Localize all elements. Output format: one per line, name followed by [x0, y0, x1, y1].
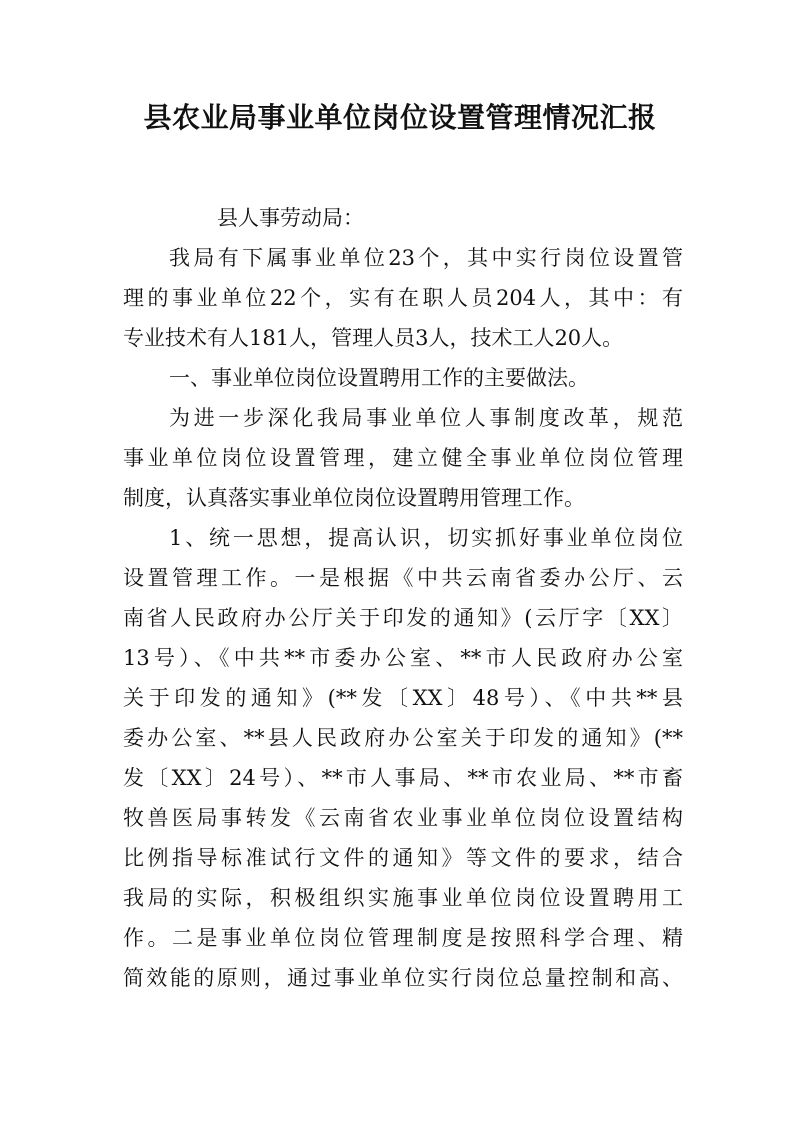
paragraph-line: 简效能的原则，通过事业单位实行岗位总量控制和高、 [123, 966, 683, 990]
paragraph-line: 作。二是事业单位岗位管理制度是按照科学合理、精 [123, 926, 683, 950]
paragraph-line: 13号）、《中共**市委办公室、**市人民政府办公室 [123, 646, 683, 670]
paragraph-line: 牧兽医局事转发《云南省农业事业单位岗位设置结构 [123, 806, 683, 830]
paragraph-line: 理的事业单位22个，实有在职人员204人，其中：有 [123, 286, 683, 310]
document-body [123, 198, 683, 998]
document-title: 县农业局事业单位岗位设置管理情况汇报 [143, 101, 657, 134]
section-heading: 一、事业单位岗位设置聘用工作的主要做法。 [169, 366, 589, 390]
paragraph-line: 我局有下属事业单位23个，其中实行岗位设置管 [169, 246, 683, 270]
paragraph-line: 我局的实际，积极组织实施事业单位岗位设置聘用工 [123, 886, 683, 910]
paragraph-line: 事业单位岗位设置管理，建立健全事业单位岗位管理 [123, 446, 683, 470]
paragraph-line: 1、统一思想，提高认识，切实抓好事业单位岗位 [169, 526, 683, 550]
salutation: 县人事劳动局： [217, 206, 364, 230]
paragraph-line: 南省人民政府办公厅关于印发的通知》(云厅字〔XX〕 [123, 606, 683, 630]
paragraph-line: 委办公室、**县人民政府办公室关于印发的通知》(** [123, 726, 683, 750]
paragraph-line: 比例指导标准试行文件的通知》等文件的要求，结合 [123, 846, 683, 870]
paragraph-line: 设置管理工作。一是根据《中共云南省委办公厅、云 [123, 566, 683, 590]
paragraph-line: 关于印发的通知》(**发〔XX〕48号）、《中共**县 [123, 686, 683, 710]
paragraph-line: 发〔XX〕24号）、**市人事局、**市农业局、**市畜 [123, 766, 683, 790]
paragraph-line: 为进一步深化我局事业单位人事制度改革，规范 [169, 406, 683, 430]
paragraph-line: 专业技术有人181人，管理人员3人，技术工人20人。 [123, 326, 624, 350]
paragraph-line: 制度，认真落实事业单位岗位设置聘用管理工作。 [123, 486, 585, 510]
